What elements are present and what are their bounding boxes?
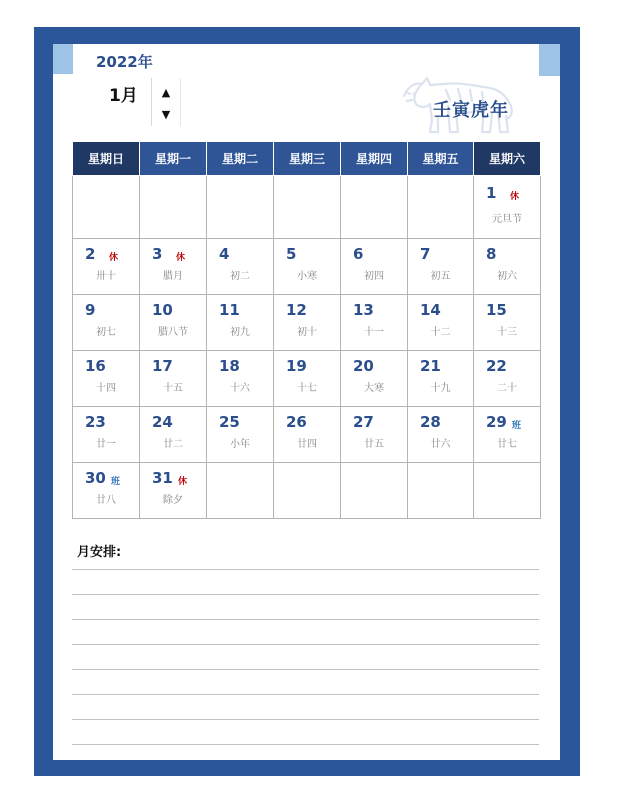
calendar-day-cell[interactable] [73, 407, 140, 463]
lunar-date-label: 小寒 [297, 271, 317, 282]
lunar-date-label: 初五 [430, 271, 451, 282]
calendar-grid [72, 141, 541, 519]
calendar-day-cell[interactable] [474, 176, 541, 239]
lunar-date-label: 廿二 [163, 439, 183, 450]
day-number: 16 [85, 357, 106, 375]
triangle-down-icon: ▼ [161, 107, 171, 121]
lunar-date-label: 廿一 [96, 439, 116, 450]
calendar-empty-cell [73, 176, 140, 239]
calendar-day-cell[interactable] [341, 407, 408, 463]
calendar-empty-cell [140, 176, 207, 239]
lunar-date-label: 初四 [364, 271, 384, 282]
calendar-week-row [73, 463, 541, 519]
calendar-empty-cell [341, 176, 408, 239]
calendar-day-cell[interactable] [207, 351, 274, 407]
day-number: 19 [286, 357, 307, 375]
calendar-day-cell[interactable] [274, 351, 341, 407]
day-number: 1 [486, 184, 497, 202]
day-number: 23 [85, 413, 106, 431]
day-number: 9 [85, 301, 96, 319]
lunar-date-label: 腊月 [163, 271, 183, 282]
day-number: 8 [486, 245, 497, 263]
day-number: 4 [219, 245, 230, 263]
calendar-empty-cell [207, 176, 274, 239]
calendar-empty-cell [341, 463, 408, 519]
month-spinner[interactable] [151, 78, 181, 126]
day-number: 6 [353, 245, 364, 263]
calendar-day-cell[interactable] [474, 239, 541, 295]
weekday-header: 星期二 [207, 142, 274, 176]
day-number: 21 [420, 357, 441, 375]
calendar-day-cell[interactable] [140, 463, 207, 519]
calendar-day-cell[interactable] [474, 351, 541, 407]
weekday-header: 星期四 [341, 142, 408, 176]
calendar-day-cell[interactable] [408, 239, 474, 295]
day-number: 5 [286, 245, 297, 263]
calendar-day-cell[interactable] [474, 407, 541, 463]
lunar-date-label: 十五 [163, 383, 183, 394]
calendar-day-cell[interactable] [73, 295, 140, 351]
calendar-empty-cell [408, 463, 474, 519]
plan-ruled-line[interactable] [72, 669, 539, 670]
zodiac-year-title: 壬寅虎年 [433, 100, 509, 121]
calendar-day-cell[interactable] [73, 351, 140, 407]
lunar-date-label: 十六 [230, 383, 250, 394]
weekday-header: 星期日 [73, 142, 140, 176]
lunar-date-label: 廿五 [364, 439, 384, 450]
lunar-date-label: 十二 [430, 327, 451, 338]
calendar-day-cell[interactable] [274, 239, 341, 295]
calendar-week-row [73, 407, 541, 463]
lunar-date-label: 十七 [297, 383, 317, 394]
workday-badge: 班 [512, 421, 522, 431]
calendar-empty-cell [274, 463, 341, 519]
day-number: 15 [486, 301, 507, 319]
holiday-badge: 休 [176, 253, 186, 263]
day-number: 24 [152, 413, 173, 431]
day-number: 29 [486, 413, 507, 431]
calendar-day-cell[interactable] [140, 295, 207, 351]
calendar-day-cell[interactable] [140, 351, 207, 407]
calendar-day-cell[interactable] [408, 295, 474, 351]
day-number: 28 [420, 413, 441, 431]
plan-ruled-line[interactable] [72, 694, 539, 695]
day-number: 18 [219, 357, 240, 375]
calendar-week-row [73, 351, 541, 407]
day-number: 3 [152, 245, 163, 263]
lunar-date-label: 小年 [230, 439, 250, 450]
triangle-up-icon: ▲ [161, 85, 171, 99]
day-number: 22 [486, 357, 507, 375]
lunar-date-label: 元旦节 [492, 214, 522, 225]
calendar-day-cell[interactable] [341, 295, 408, 351]
lunar-date-label: 十四 [96, 383, 116, 394]
lunar-date-label: 廿八 [96, 495, 116, 506]
lunar-date-label: 大寒 [364, 383, 384, 394]
month-label[interactable]: 1月 [109, 86, 138, 106]
calendar-day-cell[interactable] [207, 239, 274, 295]
day-number: 14 [420, 301, 441, 319]
lunar-date-label: 腊八节 [158, 327, 188, 338]
workday-badge: 班 [111, 477, 121, 487]
calendar-week-row [73, 239, 541, 295]
corner-tab-right [539, 44, 560, 76]
corner-tab-left [53, 44, 73, 74]
day-number: 20 [353, 357, 374, 375]
spin-up-button[interactable] [152, 80, 180, 104]
lunar-date-label: 卅十 [96, 271, 116, 282]
calendar-day-cell[interactable] [73, 239, 140, 295]
lunar-date-label: 廿六 [430, 439, 451, 450]
calendar-day-cell[interactable] [341, 239, 408, 295]
plan-ruled-line[interactable] [72, 644, 539, 645]
spin-down-button[interactable] [152, 102, 180, 126]
holiday-badge: 休 [510, 192, 520, 202]
lunar-date-label: 初十 [297, 327, 317, 338]
calendar-week-row [73, 295, 541, 351]
calendar-day-cell[interactable] [474, 295, 541, 351]
weekday-header-row [73, 142, 541, 176]
day-number: 2 [85, 245, 96, 263]
day-number: 31 [152, 469, 173, 487]
day-number: 7 [420, 245, 431, 263]
lunar-date-label: 廿四 [297, 439, 317, 450]
calendar-day-cell[interactable] [140, 239, 207, 295]
calendar-day-cell[interactable] [274, 295, 341, 351]
lunar-date-label: 十一 [364, 327, 384, 338]
calendar-day-cell[interactable] [207, 295, 274, 351]
weekday-header: 星期六 [474, 142, 541, 176]
lunar-date-label: 初六 [497, 271, 517, 282]
calendar-day-cell[interactable] [140, 407, 207, 463]
day-number: 26 [286, 413, 307, 431]
day-number: 30 [85, 469, 106, 487]
day-number: 10 [152, 301, 173, 319]
calendar-day-cell[interactable] [73, 463, 140, 519]
monthly-plan-title: 月安排: [77, 545, 122, 560]
calendar-empty-cell [274, 176, 341, 239]
holiday-badge: 休 [178, 477, 188, 487]
calendar-day-cell[interactable] [408, 407, 474, 463]
calendar-day-cell[interactable] [341, 351, 408, 407]
calendar-day-cell[interactable] [408, 351, 474, 407]
weekday-header: 星期五 [408, 142, 474, 176]
calendar-day-cell[interactable] [207, 407, 274, 463]
plan-ruled-line[interactable] [72, 594, 539, 595]
holiday-badge: 休 [109, 253, 119, 263]
weekday-header: 星期三 [274, 142, 341, 176]
day-number: 11 [219, 301, 240, 319]
plan-ruled-line[interactable] [72, 569, 539, 570]
day-number: 27 [353, 413, 374, 431]
day-number: 17 [152, 357, 173, 375]
plan-ruled-line[interactable] [72, 619, 539, 620]
calendar-empty-cell [408, 176, 474, 239]
calendar-day-cell[interactable] [274, 407, 341, 463]
lunar-date-label: 初七 [96, 327, 116, 338]
weekday-header: 星期一 [140, 142, 207, 176]
plan-ruled-line[interactable] [72, 744, 539, 745]
lunar-date-label: 除夕 [163, 495, 183, 506]
lunar-date-label: 廿七 [497, 439, 517, 450]
day-number: 25 [219, 413, 240, 431]
plan-ruled-line[interactable] [72, 719, 539, 720]
lunar-date-label: 十九 [430, 383, 451, 394]
year-label: 2022年 [96, 53, 153, 71]
calendar-empty-cell [474, 463, 541, 519]
calendar-week-row [73, 176, 541, 239]
lunar-date-label: 二十 [497, 383, 517, 394]
day-number: 13 [353, 301, 374, 319]
calendar-empty-cell [207, 463, 274, 519]
lunar-date-label: 初二 [230, 271, 250, 282]
lunar-date-label: 初九 [230, 327, 250, 338]
lunar-date-label: 十三 [497, 327, 517, 338]
day-number: 12 [286, 301, 307, 319]
